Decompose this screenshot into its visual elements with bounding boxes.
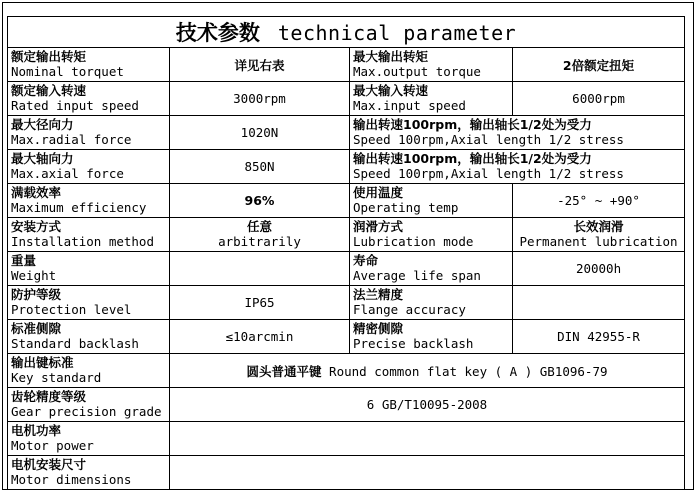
table-title-row <box>8 17 685 48</box>
param-value: 长效润滑 Permanent lubrication <box>513 218 685 252</box>
param-label: 齿轮精度等级 Gear precision grade <box>8 388 170 422</box>
param-label: 最大输出转矩 Max.output torque <box>350 48 513 82</box>
table-row <box>8 82 685 116</box>
table-row <box>8 456 685 490</box>
param-value-wide <box>170 422 685 456</box>
param-value: 详见右表 <box>170 48 350 82</box>
param-label: 法兰精度 Flange accuracy <box>350 286 513 320</box>
param-label: 满载效率 Maximum efficiency <box>8 184 170 218</box>
param-label: 电机安装尺寸 Motor dimensions <box>8 456 170 490</box>
param-label: 最大径向力 Max.radial force <box>8 116 170 150</box>
table-row <box>8 354 685 388</box>
param-note: 输出转速100rpm，输出轴长1/2处为受力 Speed 100rpm,Axial length 1/2 stress <box>350 150 685 184</box>
param-value-wide: 6 GB/T10095-2008 <box>170 388 685 422</box>
param-value-wide <box>170 456 685 490</box>
param-label: 使用温度 Operating temp <box>350 184 513 218</box>
table-row <box>8 422 685 456</box>
table-row <box>8 116 685 150</box>
param-value: 2倍额定扭矩 <box>513 48 685 82</box>
param-value: 任意 arbitrarily <box>170 218 350 252</box>
param-value: ≤10arcmin <box>170 320 350 354</box>
param-label: 最大轴向力 Max.axial force <box>8 150 170 184</box>
technical-parameter-table <box>7 16 685 490</box>
param-value: -25° ~ +90° <box>513 184 685 218</box>
param-label: 输出键标准 Key standard <box>8 354 170 388</box>
param-value <box>170 252 350 286</box>
param-value: 96% <box>170 184 350 218</box>
param-note: 输出转速100rpm，输出轴长1/2处为受力 Speed 100rpm,Axial length 1/2 stress <box>350 116 685 150</box>
param-label: 额定输出转矩 Nominal torquet <box>8 48 170 82</box>
table-row <box>8 218 685 252</box>
title-cn: 技术参数 <box>175 21 260 45</box>
param-label: 标准侧隙 Standard backlash <box>8 320 170 354</box>
table-row <box>8 388 685 422</box>
table-row <box>8 184 685 218</box>
table-row <box>8 286 685 320</box>
title-en: technical parameter <box>277 21 517 45</box>
param-value: 850N <box>170 150 350 184</box>
param-value: 3000rpm <box>170 82 350 116</box>
param-label: 寿命 Average life span <box>350 252 513 286</box>
param-label: 电机功率 Motor power <box>8 422 170 456</box>
param-label: 重量 Weight <box>8 252 170 286</box>
table-row <box>8 252 685 286</box>
param-value: 6000rpm <box>513 82 685 116</box>
param-value: IP65 <box>170 286 350 320</box>
param-label: 防护等级 Protection level <box>8 286 170 320</box>
param-label: 精密侧隙 Precise backlash <box>350 320 513 354</box>
table-row <box>8 48 685 82</box>
param-label: 安装方式 Installation method <box>8 218 170 252</box>
param-value: 20000h <box>513 252 685 286</box>
param-value: DIN 42955-R <box>513 320 685 354</box>
table-row <box>8 320 685 354</box>
param-label: 额定输入转速 Rated input speed <box>8 82 170 116</box>
param-value: 1020N <box>170 116 350 150</box>
param-value-wide: 圆头普通平键 Round common flat key ( A ) GB1096-79 <box>170 354 685 388</box>
table-row <box>8 150 685 184</box>
param-value <box>513 286 685 320</box>
param-label: 润滑方式 Lubrication mode <box>350 218 513 252</box>
table-title <box>8 17 685 48</box>
param-label: 最大输入转速 Max.input speed <box>350 82 513 116</box>
